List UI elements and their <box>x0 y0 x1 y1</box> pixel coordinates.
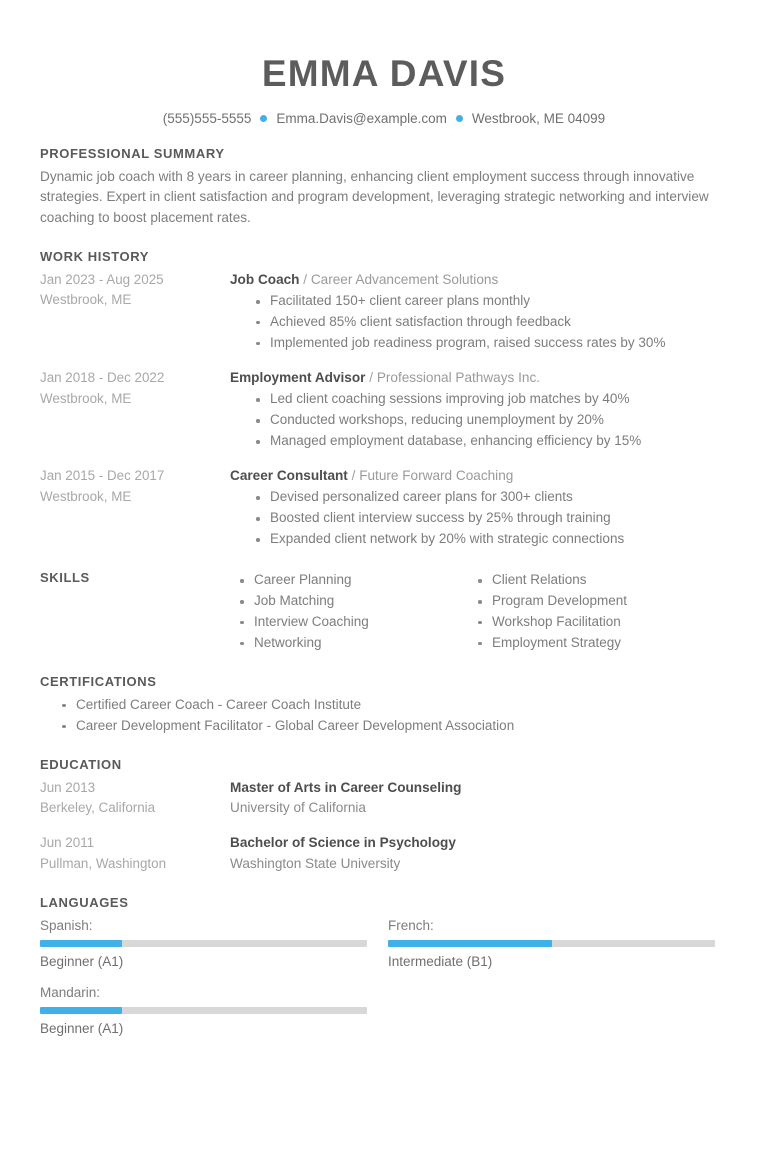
language-proficiency-fill <box>388 940 552 947</box>
work-entry-bullets <box>230 487 728 550</box>
work-entry-separator: / <box>369 369 374 385</box>
resume-header <box>40 0 728 126</box>
language-level: Beginner (A1) <box>40 1021 124 1037</box>
work-entry-bullets <box>230 389 728 452</box>
skills-column-2 <box>468 570 706 654</box>
work-entry-title: Job Coach <box>230 271 300 287</box>
candidate-name: EMMA DAVIS <box>261 53 507 94</box>
separator-dot-icon <box>260 115 267 122</box>
section-title-education: EDUCATION <box>40 756 122 772</box>
skills-list-1 <box>230 570 468 654</box>
work-entry-location: Westbrook, ME <box>40 390 132 406</box>
professional-summary-section <box>40 146 728 229</box>
languages-grid <box>40 916 728 1051</box>
education-entry <box>40 833 728 875</box>
work-entry-title: Career Consultant <box>230 467 348 483</box>
skill-item: Interview Coaching <box>240 612 468 633</box>
work-entry-company: Career Advancement Solutions <box>310 271 499 287</box>
phone-text: (555)555-5555 <box>162 110 252 126</box>
work-entry-meta <box>40 270 230 312</box>
section-title-certifications: CERTIFICATIONS <box>40 673 157 689</box>
language-name: French: <box>388 917 434 933</box>
work-entry-separator: / <box>303 271 308 287</box>
section-title-skills: SKILLS <box>40 570 90 586</box>
language-item <box>40 916 372 973</box>
work-entry-body <box>230 270 728 354</box>
work-entry-dates: Jan 2023 - Aug 2025 <box>40 271 164 287</box>
work-entry-bullets <box>230 291 728 354</box>
work-entry-location: Westbrook, ME <box>40 292 132 308</box>
language-proficiency-track <box>388 940 715 947</box>
education-entry-meta <box>40 833 230 875</box>
skill-item: Job Matching <box>240 591 468 612</box>
summary-text: Dynamic job coach with 8 years in career planning, enhancing client employment success through innovative strategies. Expert in client satisfaction and program development, leveraging strategic networking and interview coaching to boost placement rates. <box>40 168 709 225</box>
skill-item: Program Development <box>478 591 706 612</box>
work-entry-dates: Jan 2015 - Dec 2017 <box>40 467 165 483</box>
skill-item: Client Relations <box>478 570 706 591</box>
education-entry-body <box>230 833 728 874</box>
education-entry <box>40 778 728 820</box>
education-entry-body <box>230 778 728 819</box>
languages-section <box>40 895 728 1051</box>
work-entry-headline <box>230 270 728 290</box>
education-school: Washington State University <box>230 855 401 871</box>
work-entry-headline <box>230 466 728 486</box>
work-entry-meta <box>40 368 230 410</box>
skill-item: Workshop Facilitation <box>478 612 706 633</box>
work-entry-title: Employment Advisor <box>230 369 366 385</box>
education-entry-date: Jun 2013 <box>40 779 96 795</box>
section-title-languages: LANGUAGES <box>40 894 129 910</box>
bullet-item: Conducted workshops, reducing unemployment by 20% <box>256 410 728 431</box>
work-history-section <box>40 249 728 550</box>
skills-section <box>40 570 728 654</box>
work-entry-meta <box>40 466 230 508</box>
work-entry-separator: / <box>351 467 356 483</box>
education-degree: Master of Arts in Career Counseling <box>230 779 462 795</box>
certifications-section <box>40 674 728 737</box>
bullet-item: Achieved 85% client satisfaction through feedback <box>256 312 728 333</box>
certification-item: Career Development Facilitator - Global Career Development Association <box>62 716 728 737</box>
work-entry-body <box>230 466 728 550</box>
skill-item: Career Planning <box>240 570 468 591</box>
work-entry-dates: Jan 2018 - Dec 2022 <box>40 369 165 385</box>
separator-dot-icon <box>456 115 463 122</box>
education-school: University of California <box>230 800 366 816</box>
work-entry-body <box>230 368 728 452</box>
language-item <box>388 916 720 973</box>
language-level: Intermediate (B1) <box>388 953 493 969</box>
work-history-entry <box>40 270 728 354</box>
work-entry-headline <box>230 368 728 388</box>
education-entry-location: Pullman, Washington <box>40 855 167 871</box>
language-name: Mandarin: <box>40 985 101 1001</box>
work-entry-company: Professional Pathways Inc. <box>376 369 541 385</box>
section-title-summary: PROFESSIONAL SUMMARY <box>40 145 225 161</box>
bullet-item: Managed employment database, enhancing efficiency by 15% <box>256 431 728 452</box>
skills-label-col <box>40 570 230 591</box>
email-text: Emma.Davis@example.com <box>276 110 447 126</box>
bullet-item: Implemented job readiness program, raised success rates by 30% <box>256 333 728 354</box>
certification-item: Certified Career Coach - Career Coach Institute <box>62 695 728 716</box>
education-section <box>40 757 728 875</box>
language-proficiency-fill <box>40 1007 122 1014</box>
work-entry-location: Westbrook, ME <box>40 488 132 504</box>
skills-list-2 <box>468 570 706 654</box>
skills-columns <box>230 570 728 654</box>
language-item <box>40 983 372 1040</box>
skill-item: Networking <box>240 633 468 654</box>
education-entry-location: Berkeley, California <box>40 800 156 816</box>
language-proficiency-track <box>40 940 367 947</box>
work-history-entry <box>40 368 728 452</box>
bullet-item: Led client coaching sessions improving job matches by 40% <box>256 389 728 410</box>
education-degree: Bachelor of Science in Psychology <box>230 835 456 851</box>
bullet-item: Facilitated 150+ client career plans monthly <box>256 291 728 312</box>
bullet-item: Expanded client network by 20% with strategic connections <box>256 529 728 550</box>
location-text: Westbrook, ME 04099 <box>471 110 606 126</box>
skills-column-1 <box>230 570 468 654</box>
work-history-entry <box>40 466 728 550</box>
certifications-list <box>40 695 728 737</box>
skills-row <box>40 570 728 654</box>
language-proficiency-fill <box>40 940 122 947</box>
contact-line <box>40 111 728 126</box>
section-title-work-history: WORK HISTORY <box>40 248 150 264</box>
skill-item: Employment Strategy <box>478 633 706 654</box>
bullet-item: Devised personalized career plans for 300+ clients <box>256 487 728 508</box>
education-entry-date: Jun 2011 <box>40 835 95 851</box>
work-entry-company: Future Forward Coaching <box>359 467 514 483</box>
language-proficiency-track <box>40 1007 367 1014</box>
language-name: Spanish: <box>40 917 93 933</box>
bullet-item: Boosted client interview success by 25% through training <box>256 508 728 529</box>
language-level: Beginner (A1) <box>40 953 124 969</box>
education-entry-meta <box>40 778 230 820</box>
